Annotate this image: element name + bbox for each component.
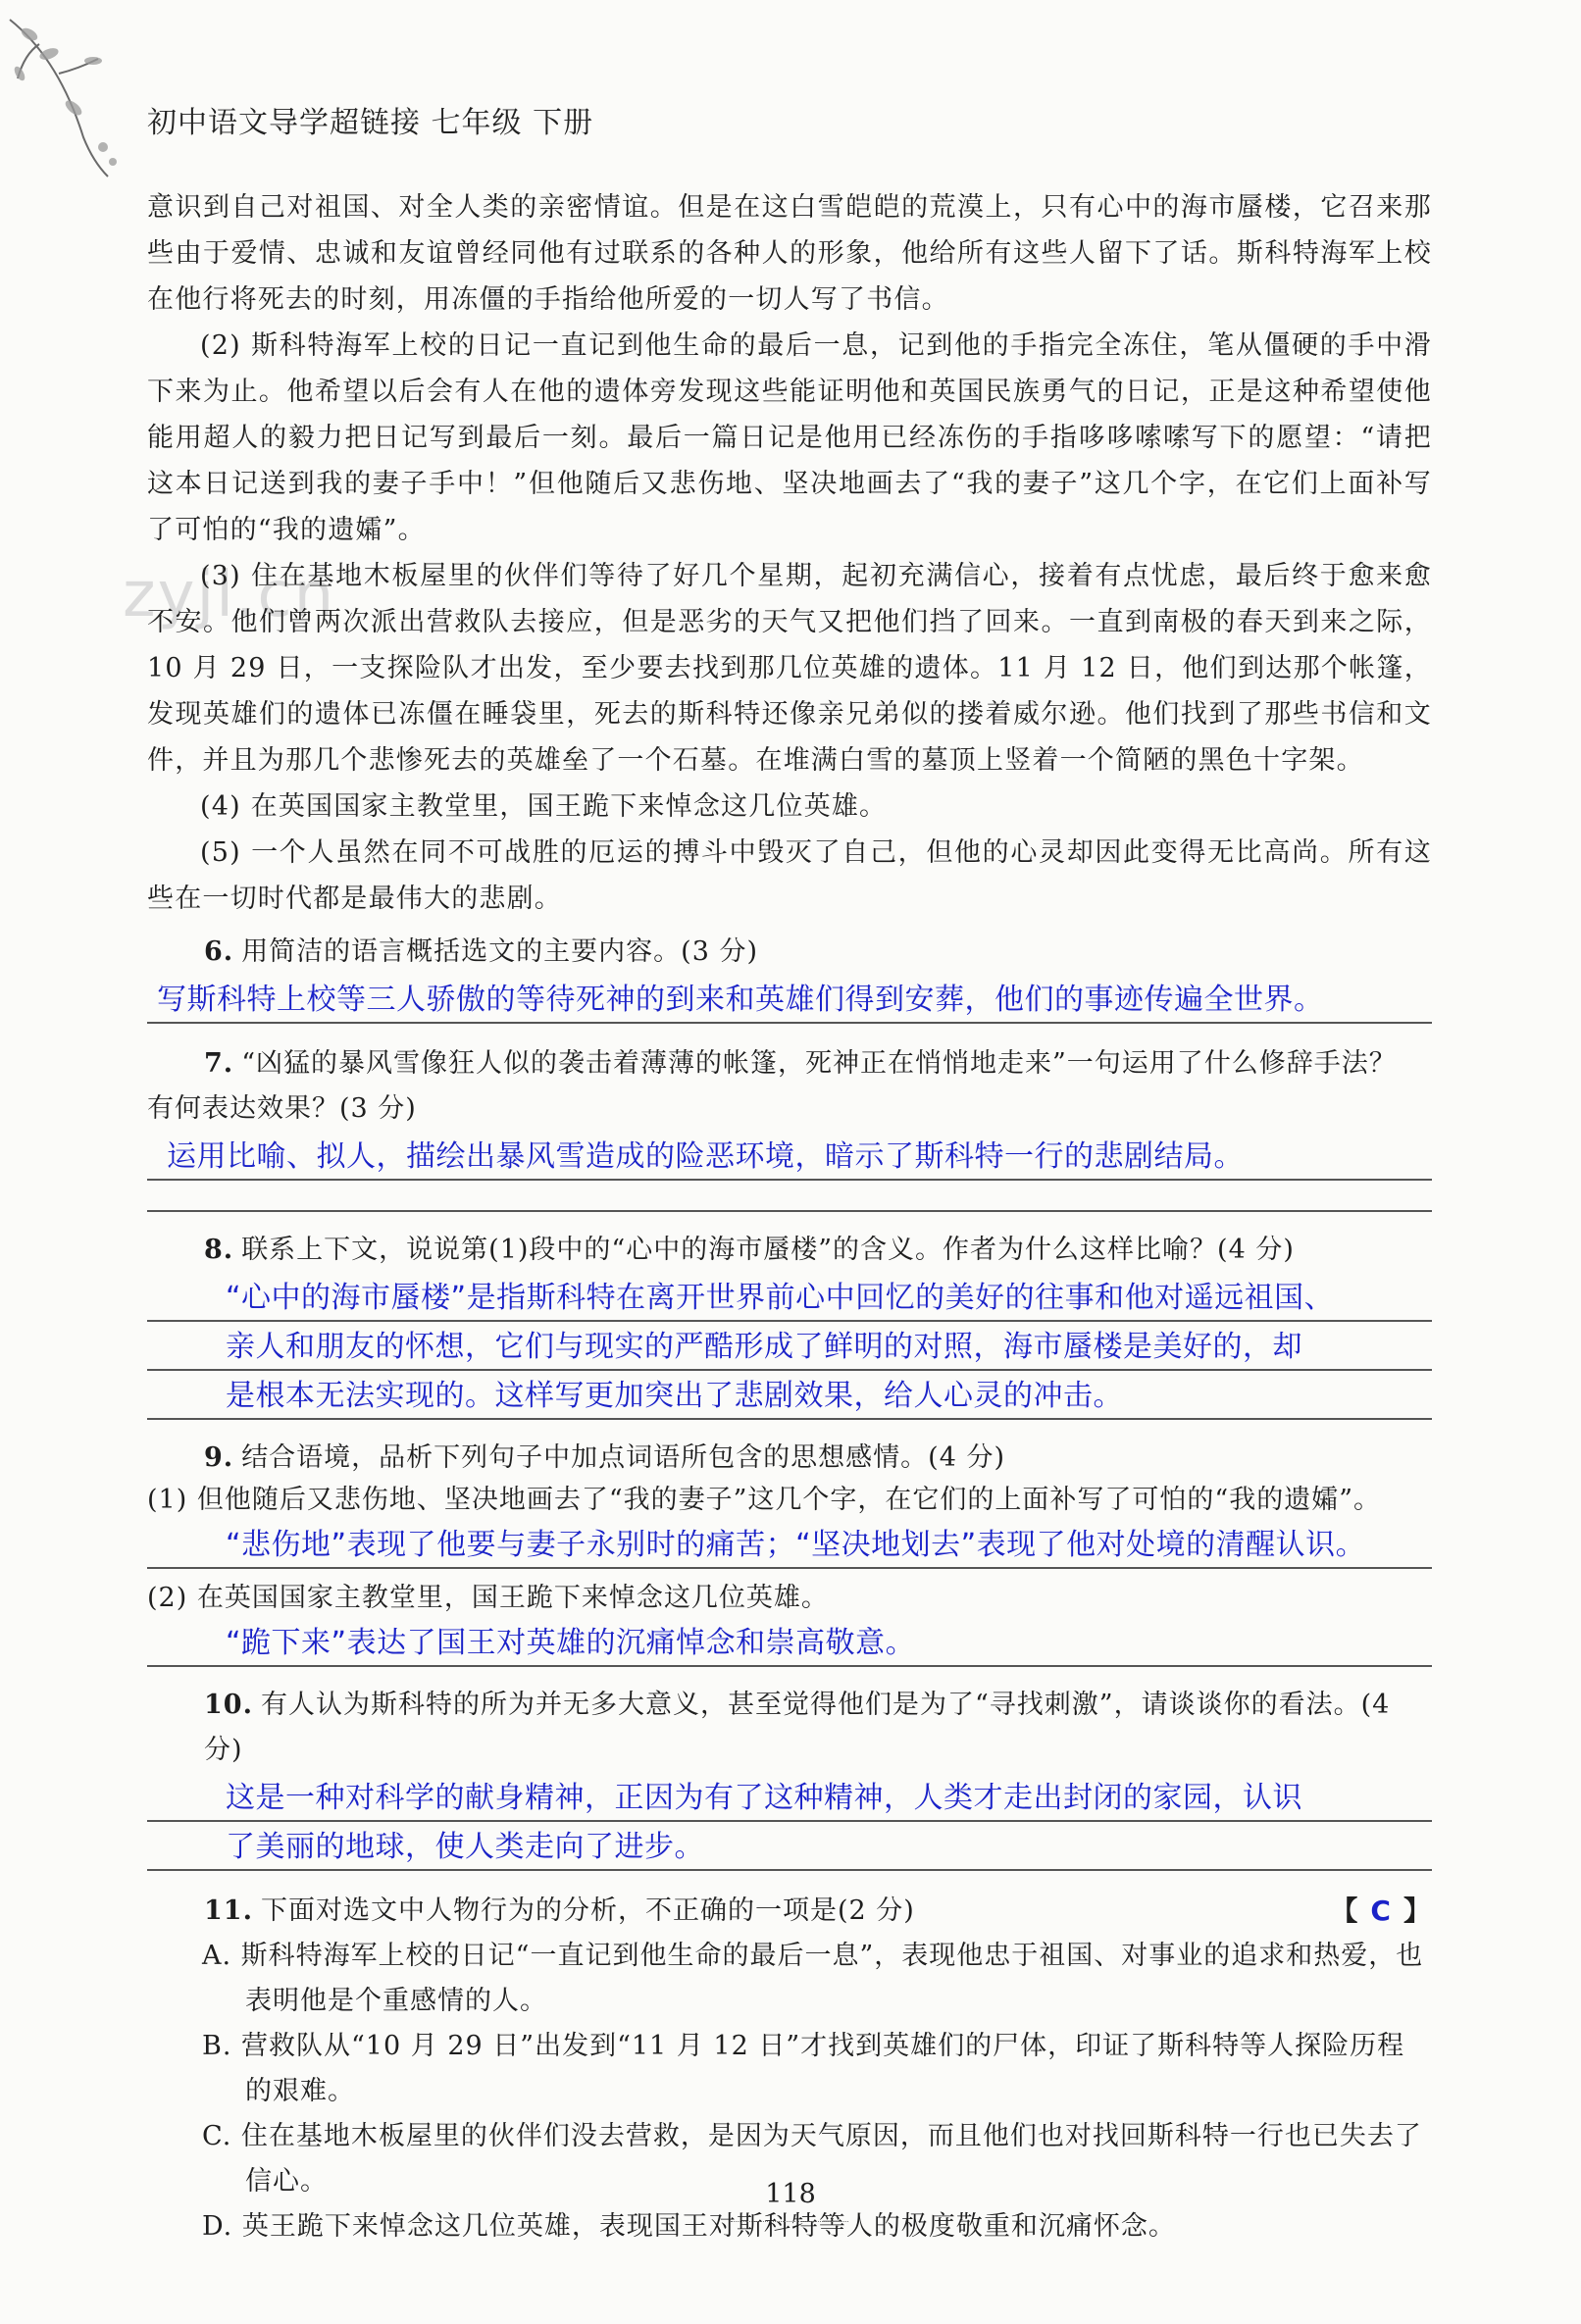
- handwritten-answer: 写斯科特上校等三人骄傲的等待死神的到来和英雄们得到安葬，他们的事迹传遍全世界。: [157, 983, 1324, 1017]
- passage-paragraph-3: (3) 住在基地木板屋里的伙伴们等待了好几个星期，起初充满信心，接着有点忧虑，最后终于愈来愈不安。他们曾两次派出营救队去接应，但是恶劣的天气又把他们挡了回来。一直到南极的春天到来之际，10 月 29 日，一支探险队才出发，至少要去找到那几位英雄的遗体。11 月 12 日，他们到达那个帐篷，发现英雄们的遗体已冻僵在睡袋里，死去的斯科特还像亲兄弟似的搂着威尔逊。他们找到了那些书信和文件，并且为那几个悲惨死去的英雄垒了一个石墓。在堆满白雪的墓顶上竖着一个简陋的黑色十字架。: [147, 561, 1432, 776]
- book-header-title: 初中语文导学超链接 七年级 下册: [147, 106, 594, 140]
- bracket-open: 【: [1330, 1895, 1359, 1927]
- question-9: [147, 1436, 1432, 1481]
- handwritten-answer: “悲伤地”表现了他要与妻子永别时的痛苦；“坚决地划去”表现了他对处境的清醒认识。: [226, 1528, 1366, 1562]
- question-number: 8.: [204, 1235, 234, 1265]
- question-text: 下面对选文中人物行为的分析，不正确的一项是(2 分): [260, 1895, 915, 1926]
- answer-line[interactable]: [147, 1618, 1432, 1667]
- handwritten-answer-line-2: 亲人和朋友的怀想，它们与现实的严酷形成了鲜明的对照，海市蜃楼是美好的，却: [226, 1330, 1302, 1364]
- option-d[interactable]: D. 英王跪下来悼念这几位英雄，表现国王对斯科特等人的极度敬重和沉痛怀念。: [202, 2211, 1176, 2242]
- question-text: “凶猛的暴风雪像狂人似的袭击着薄薄的帐篷，死神正在悄悄地走来”一句运用了什么修辞手法？: [241, 1048, 1397, 1079]
- bracket-close: 】: [1402, 1895, 1432, 1927]
- handwritten-answer: 运用比喻、拟人，描绘出暴风雪造成的险恶环境，暗示了斯科特一行的悲剧结局。: [167, 1139, 1244, 1174]
- question-9-sub-1: (1) 但他随后又悲伤地、坚决地画去了“我的妻子”这几个字，在它们的上面补写了可怕的“我的遗孀”。: [147, 1485, 1382, 1515]
- handwritten-answer-line-1: 这是一种对科学的献身精神，正因为有了这种精神，人类才走出封闭的家园，认识: [226, 1781, 1302, 1815]
- question-7: [147, 1041, 1432, 1086]
- answer-bracket[interactable]: [1330, 1889, 1432, 1934]
- question-number: 10.: [204, 1690, 253, 1720]
- answer-line-blank[interactable]: [147, 1181, 1432, 1212]
- question-7-continued: 有何表达效果？(3 分): [147, 1093, 417, 1124]
- passage-paragraph-5: (5) 一个人虽然在同不可战胜的厄运的搏斗中毁灭了自己，但他的心灵却因此变得无比高尚。所有这些在一切时代都是最伟大的悲剧。: [147, 837, 1432, 914]
- answer-line[interactable]: [147, 1322, 1432, 1371]
- question-number: 7.: [204, 1048, 234, 1079]
- answer-line[interactable]: [147, 1273, 1432, 1322]
- answer-line[interactable]: [147, 1132, 1432, 1181]
- question-text: 结合语境，品析下列句子中加点词语所包含的思想感情。(4 分): [241, 1442, 1006, 1473]
- question-8: [147, 1228, 1432, 1273]
- question-text: 联系上下文，说说第(1)段中的“心中的海市蜃楼”的含义。作者为什么这样比喻？(4 分): [241, 1235, 1295, 1265]
- handwritten-answer-line-1: “心中的海市蜃楼”是指斯科特在离开世界前心中回忆的美好的往事和他对遥远祖国、: [226, 1281, 1335, 1315]
- question-number: 6.: [204, 936, 234, 967]
- handwritten-answer-line-2: 了美丽的地球，使人类走向了进步。: [226, 1830, 704, 1864]
- answer-line[interactable]: [147, 1371, 1432, 1420]
- page-content: [147, 184, 1432, 2249]
- passage-paragraph-1-tail: 意识到自己对祖国、对全人类的亲密情谊。但是在这白雪皑皑的荒漠上，只有心中的海市蜃楼，它召来那些由于爱情、忠诚和友谊曾经同他有过联系的各种人的形象，他给所有这些人留下了话。斯科特海军上校在他行将死去的时刻，用冻僵的手指给他所爱的一切人写了书信。: [147, 192, 1432, 315]
- answer-line[interactable]: [147, 975, 1432, 1024]
- question-text: 用简洁的语言概括选文的主要内容。(3 分): [241, 936, 759, 967]
- handwritten-answer-line-3: 是根本无法实现的。这样写更加突出了悲剧效果，给人心灵的冲击。: [226, 1379, 1123, 1413]
- watermark: zyjl.cn: [123, 559, 336, 632]
- question-number: 11.: [204, 1895, 253, 1926]
- page-number-underline: [731, 2221, 848, 2222]
- question-11: [147, 1889, 1432, 1934]
- question-10: [147, 1683, 1432, 1773]
- passage-paragraph-4: (4) 在英国国家主教堂里，国王跪下来悼念这几位英雄。: [200, 791, 888, 822]
- passage-paragraph-2: (2) 斯科特海军上校的日记一直记到他生命的最后一息，记到他的手指完全冻住，笔从僵硬的手中滑下来为止。他希望以后会有人在他的遗体旁发现这些能证明他和英国民族勇气的日记，正是这种希望使他能用超人的毅力把日记写到最后一刻。最后一篇日记是他用已经冻伤的手指哆哆嗦嗦写下的愿望：“请把这本日记送到我的妻子手中！”但他随后又悲伤地、坚决地画去了“我的妻子”这几个字，在它们上面补写了可怕的“我的遗孀”。: [147, 330, 1432, 545]
- handwritten-answer: “跪下来”表达了国王对英雄的沉痛悼念和崇高敬意。: [226, 1626, 916, 1660]
- answer-line[interactable]: [147, 1773, 1432, 1822]
- question-number: 9.: [204, 1442, 234, 1473]
- question-text: 有人认为斯科特的所为并无多大意义，甚至觉得他们是为了“寻找刺激”，请谈谈你的看法。(4 分): [204, 1690, 1391, 1765]
- selected-choice: C: [1370, 1895, 1392, 1927]
- question-9-sub-2: (2) 在英国国家主教堂里，国王跪下来悼念这几位英雄。: [147, 1583, 829, 1613]
- question-6: [147, 930, 1432, 975]
- page-number: 118: [765, 2179, 816, 2209]
- option-b[interactable]: B. 营救队从“10 月 29 日”出发到“11 月 12 日”才找到英雄们的尸体，印证了斯科特等人探险历程的艰难。: [202, 2031, 1405, 2106]
- answer-line[interactable]: [147, 1822, 1432, 1871]
- option-c[interactable]: C. 住在基地木板屋里的伙伴们没去营救，是因为天气原因，而且他们也对找回斯科特一行也已失去了信心。: [202, 2121, 1422, 2197]
- answer-line[interactable]: [147, 1520, 1432, 1569]
- option-a[interactable]: A. 斯科特海军上校的日记“一直记到他生命的最后一息”，表现他忠于祖国、对事业的追求和热爱，也表明他是个重感情的人。: [202, 1941, 1424, 2016]
- floral-branch-decoration: [0, 0, 147, 186]
